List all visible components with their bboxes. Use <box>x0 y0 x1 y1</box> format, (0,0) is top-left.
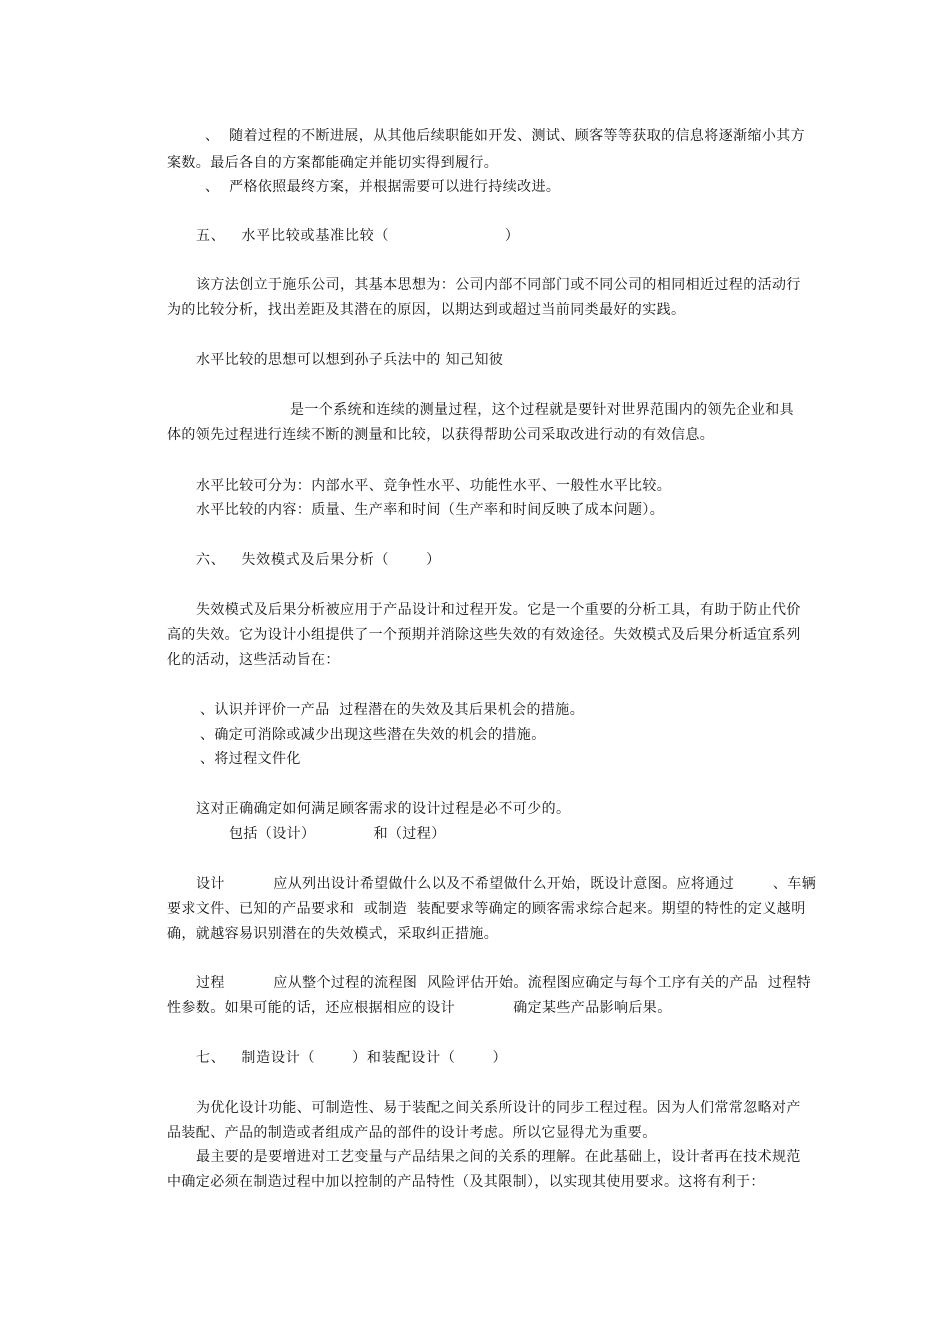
body-text-line: 品装配、产品的制造或者组成产品的部件的设计考虑。所以它显得尤为重要。 <box>167 1125 657 1141</box>
section-heading: 五、 水平比较或基准比较（ ） <box>196 228 520 244</box>
body-text-line: 水平比较可分为：内部水平、竞争性水平、功能性水平、一般性水平比较。 <box>196 478 672 494</box>
section-heading: 七、 制造设计（ ）和装配设计（ ） <box>196 1050 508 1066</box>
body-text-line: 中确定必须在制造过程中加以控制的产品特性（及其限制），以实现其使用要求。这将有利于： <box>167 1174 765 1190</box>
body-text-line: 为的比较分析，找出差距及其潜在的原因，以期达到或超过当前同类最好的实践。 <box>167 302 686 318</box>
body-text-line: 为优化设计功能、可制造性、易于装配之间关系所设计的同步工程过程。因为人们常常忽略对产 <box>196 1100 801 1116</box>
list-item: 、将过程文件化 <box>200 751 301 767</box>
body-text-line: 失效模式及后果分析被应用于产品设计和过程开发。它是一个重要的分析工具，有助于防止代价 <box>196 602 801 618</box>
body-text-line: 设计 应从列出设计希望做什么以及不希望做什么开始，既设计意图。应将通过 、车辆 <box>196 876 817 892</box>
body-text-line: 要求文件、已知的产品要求和 或制造 装配要求等确定的顾客需求综合起来。期望的特性的定义越明 <box>167 901 806 917</box>
body-text-line: 、 严格依照最终方案，并根据需要可以进行持续改进。 <box>205 179 561 195</box>
list-item: 、确定可消除或减少出现这些潜在失效的机会的措施。 <box>200 727 546 743</box>
body-text-line: 包括（设计） 和（过程） <box>229 826 446 842</box>
body-text-line: 水平比较的内容：质量、生产率和时间（生产率和时间反映了成本问题）。 <box>196 502 665 518</box>
body-text-line: 是一个系统和连续的测量过程，这个过程就是要针对世界范围内的领先企业和具 <box>290 402 794 418</box>
body-text-line: 案数。最后各自的方案都能确定并能切实得到履行。 <box>167 155 499 171</box>
body-text-line: 确，就越容易识别潜在的失效模式，采取纠正措施。 <box>167 926 499 942</box>
body-text-line: 高的失效。它为设计小组提供了一个预期并消除这些失效的有效途径。失效模式及后果分析适宜系列 <box>167 627 801 643</box>
body-text-line: 过程 应从整个过程的流程图 风险评估开始。流程图应确定与每个工序有关的产品 过程特 <box>196 975 812 991</box>
body-text-line: 最主要的是要增进对工艺变量与产品结果之间的关系的理解。在此基础上，设计者再在技术规范 <box>196 1149 801 1165</box>
body-text-line: 、 随着过程的不断进展，从其他后续职能如开发、测试、顾客等等获取的信息将逐渐缩小其方 <box>205 128 806 144</box>
body-text-line: 体的领先过程进行连续不断的测量和比较，以获得帮助公司采取改进行动的有效信息。 <box>167 427 715 443</box>
section-heading: 六、 失效模式及后果分析（ ） <box>196 552 441 568</box>
body-text-line: 性参数。如果可能的话，还应根据相应的设计 确定某些产品影响后果。 <box>167 1000 672 1016</box>
body-text-line: 该方法创立于施乐公司，其基本思想为：公司内部不同部门或不同公司的相同相近过程的活动行 <box>196 277 801 293</box>
body-text-line: 化的活动，这些活动旨在： <box>167 652 340 668</box>
body-text-line: 这对正确确定如何满足顾客需求的设计过程是必不可少的。 <box>196 801 571 817</box>
list-item: 、认识并评价一产品 过程潜在的失效及其后果机会的措施。 <box>200 702 585 718</box>
body-text-line: 水平比较的思想可以想到孙子兵法中的 知己知彼 <box>196 352 504 368</box>
